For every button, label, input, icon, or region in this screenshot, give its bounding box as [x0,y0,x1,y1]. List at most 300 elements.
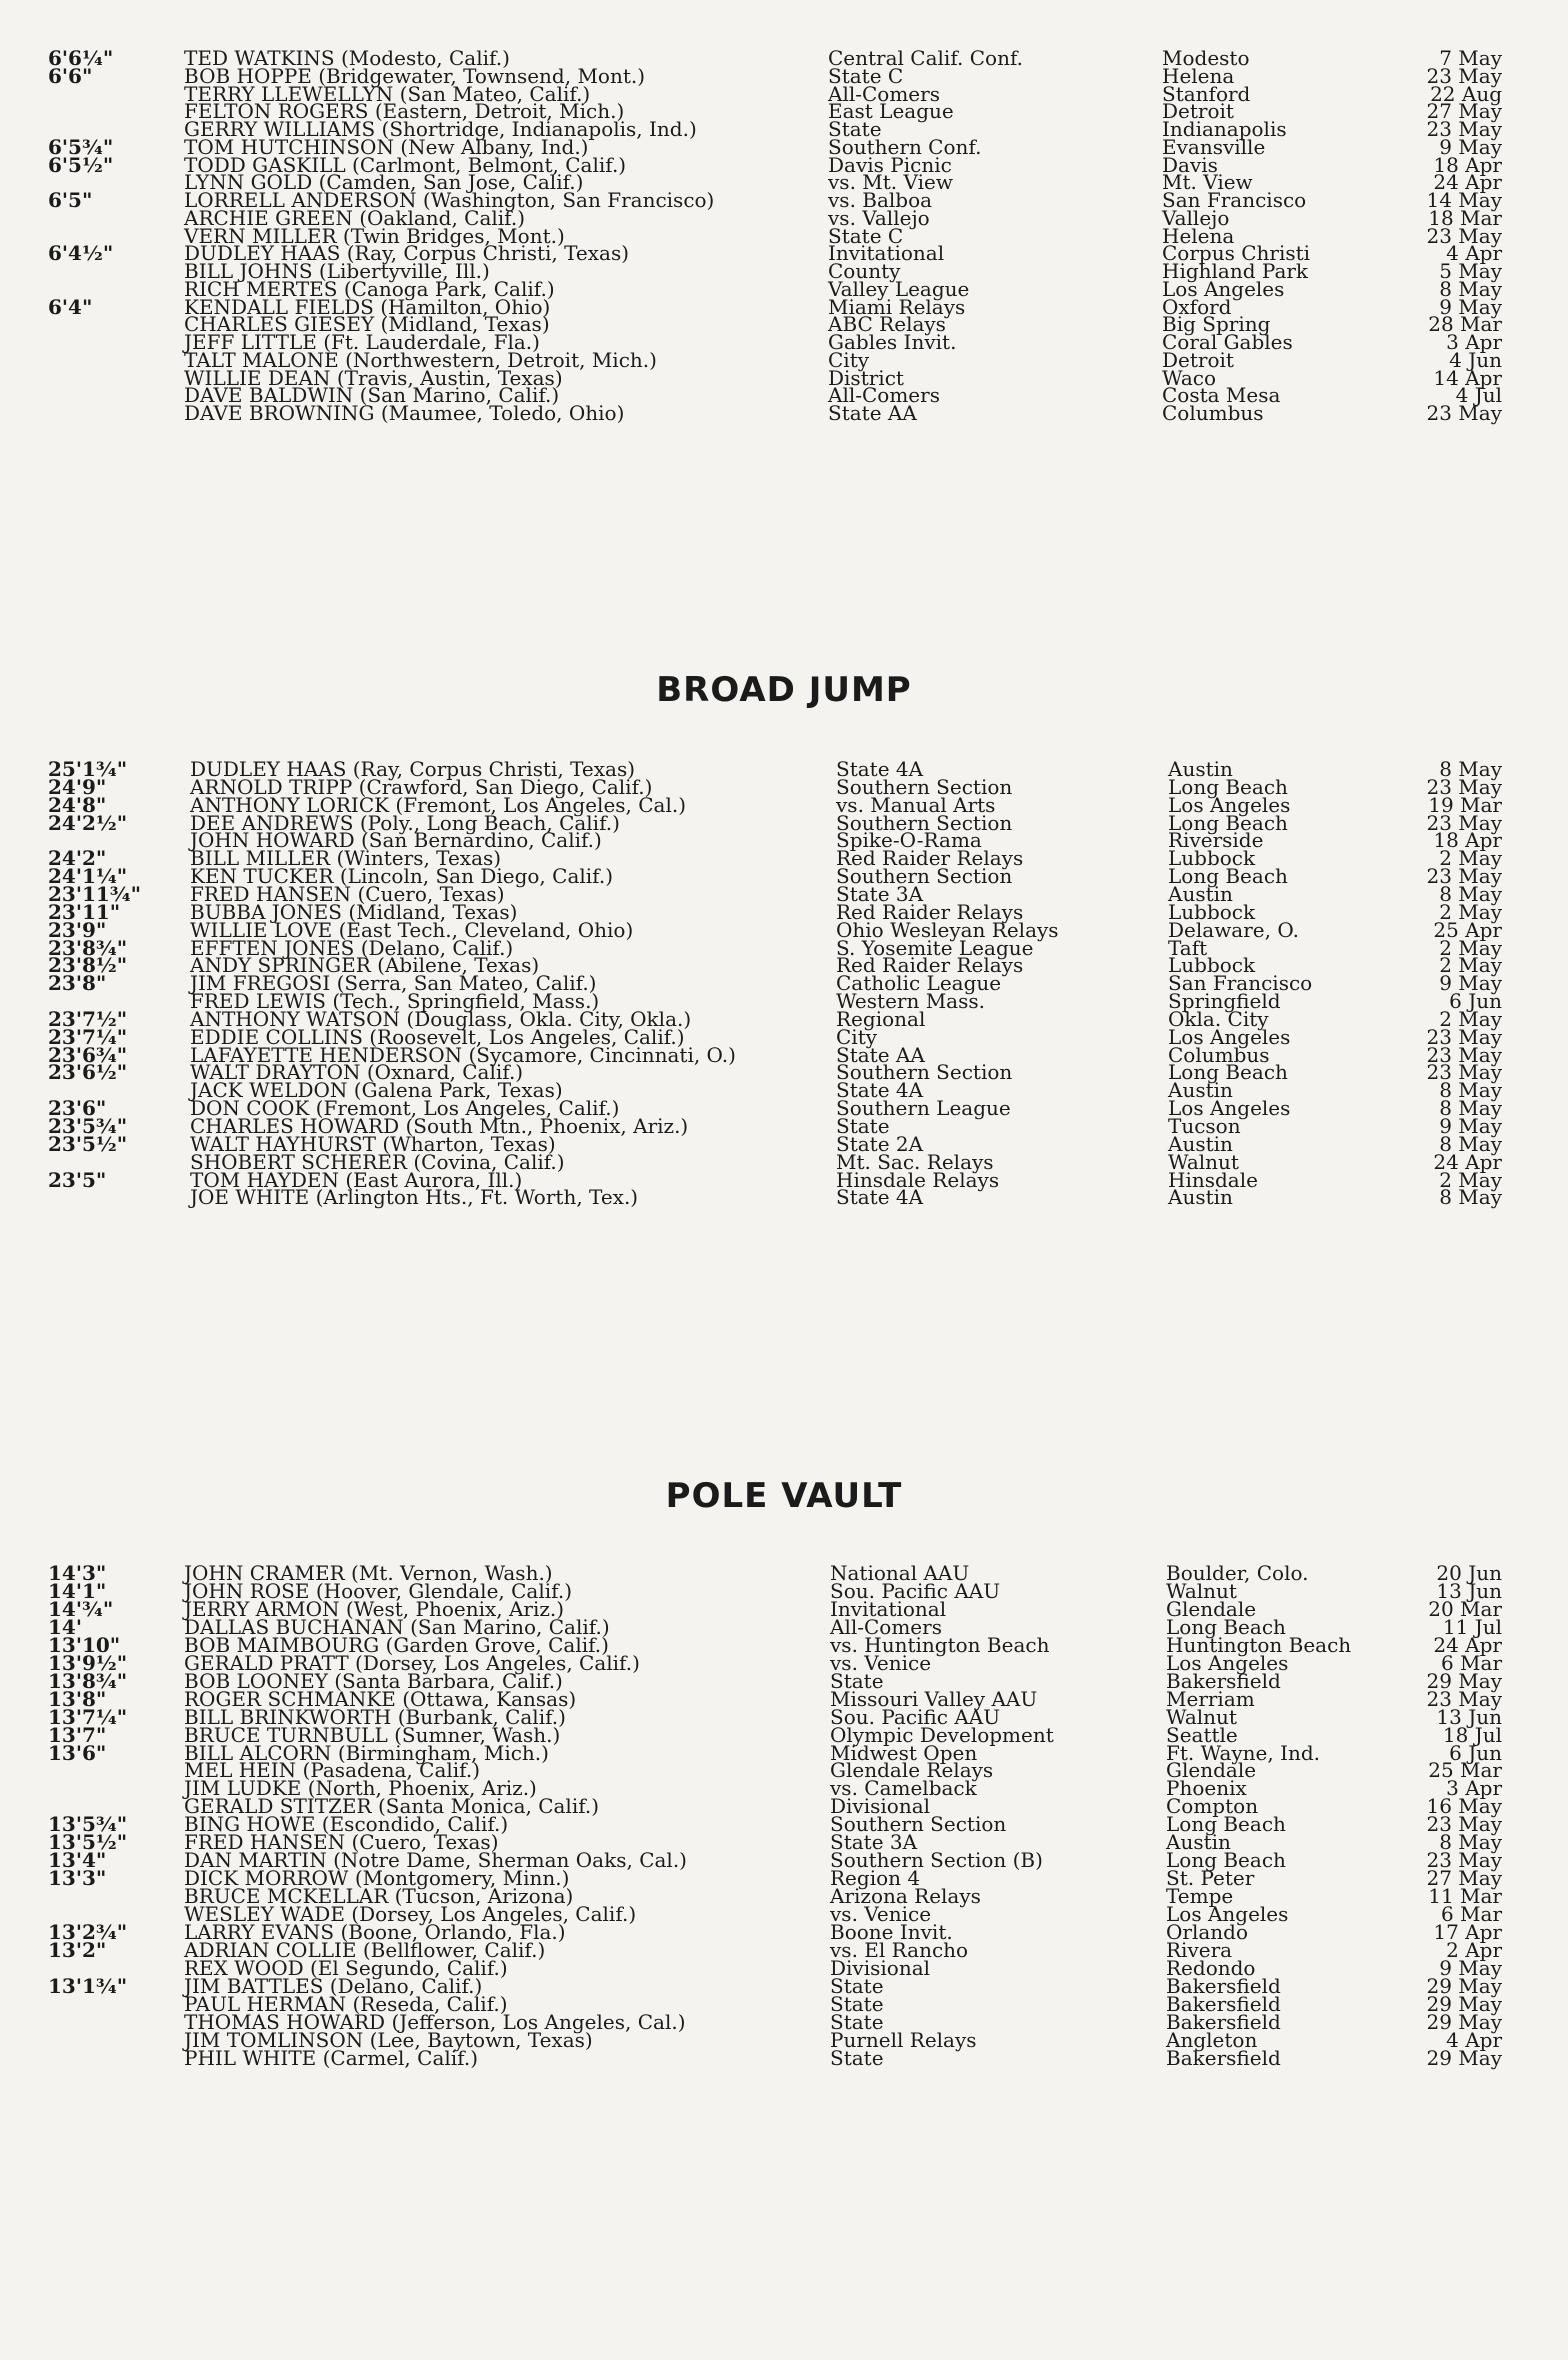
mark: 24'1¼" [48,864,128,889]
date: 18 Mar [1428,205,1502,230]
meet: vs. El Rancho [830,1937,969,1962]
athlete: TOM HUTCHINSON (New Albany, Ind.) [184,134,589,159]
meet: All-Comers [828,383,940,408]
mark: 23'11" [48,899,121,924]
date: 29 May [1426,1668,1502,1693]
date: 23 May [1426,864,1502,889]
date: 9 May [1439,1955,1502,1980]
athlete: DEE ANDREWS (Poly., Long Beach, Calif.) [190,810,620,835]
athlete: BOB HOPPE (Bridgewater, Townsend, Mont.) [184,63,646,88]
mark: 23'6½" [48,1060,128,1085]
place: Columbus [1162,401,1264,425]
athlete: DON COOK (Fremont, Los Angeles, Calif.) [190,1096,620,1121]
athlete: TERRY LLEWELLYN (San Mateo, Calif.) [184,81,591,106]
date: 18 Jul [1442,1722,1502,1747]
date: 27 May [1426,99,1502,124]
date: 5 May [1439,259,1502,283]
place: Springfield [1168,989,1281,1014]
date: 11 Mar [1428,1884,1502,1909]
meet: Southern Section [836,810,1013,835]
place: Rivera [1166,1937,1233,1962]
athlete: WALT DRAYTON (Oxnard, Calif.) [190,1060,524,1085]
meet: Gables Invit. [828,330,957,354]
place: Bakersfield [1166,1668,1281,1693]
mark: 23'8" [48,971,107,996]
mark: 23'7¼" [48,1024,128,1049]
athlete: JOHN CRAMER (Mt. Vernon, Wash.) [184,1561,553,1585]
place: Glendale [1166,1758,1257,1783]
meet: City [828,347,870,372]
mark: 6'6¼" [48,46,114,70]
meet: East League [828,99,954,124]
mark: 24'2" [48,846,107,871]
place: Highland Park [1162,259,1309,283]
place: Lubbock [1168,846,1256,871]
date: 4 Jul [1455,383,1502,408]
place: Bakersfield [1166,2009,1281,2034]
athlete: PHIL WHITE (Carmel, Calif.) [184,2045,479,2070]
place: Long Beach [1166,1812,1286,1837]
place: Huntington Beach [1166,1632,1352,1657]
place: Los Angeles [1168,792,1291,817]
meet: vs. Huntington Beach [830,1632,1050,1657]
athlete: DUDLEY HAAS (Ray, Corpus Christi, Texas) [184,241,630,266]
date: 4 Jun [1449,347,1502,372]
meet: State 4A [836,1185,924,1210]
place: Merriam [1166,1686,1255,1711]
meet: State [830,2009,884,2034]
athlete: ARCHIE GREEN (Oakland, Calif.) [184,205,526,230]
date: 23 May [1426,774,1502,799]
mark: 13'2¾" [48,1920,128,1944]
place: Austin [1168,1185,1233,1210]
date: 14 Apr [1433,365,1502,390]
athlete: PAUL HERMAN (Reseda, Calif.) [184,1991,508,2016]
date: 7 May [1439,46,1502,70]
mark: 13'7" [48,1722,107,1747]
date: 23 May [1426,117,1502,141]
athlete: BRUCE TURNBULL (Sumner, Wash.) [184,1722,561,1747]
athlete: THOMAS HOWARD (Jefferson, Los Angeles, Cal.) [184,2009,686,2034]
place: Columbus [1168,1042,1270,1067]
date: 25 Mar [1428,1758,1502,1783]
meet: Red Raider Relays [836,953,1024,978]
athlete: DAN MARTIN (Notre Dame, Sherman Oaks, Cal.) [184,1848,687,1873]
place: Stanford [1162,81,1251,106]
place: Long Beach [1168,1060,1288,1085]
mark: 23'6¾" [48,1042,128,1067]
athlete: BRUCE MCKELLAR (Tucson, Arizona) [184,1884,574,1909]
meet: Ohio Wesleyan Relays [836,917,1059,942]
meet: State [830,1991,884,2016]
meet: Southern Section (B) [830,1848,1043,1873]
athlete: KENDALL FIELDS (Hamilton, Ohio) [184,294,551,319]
date: 23 May [1426,1686,1502,1711]
place: Phoenix [1166,1776,1247,1801]
athlete: TED WATKINS (Modesto, Calif.) [184,46,510,70]
list-item [0,400,1568,427]
meet: State 4A [836,757,924,781]
date: 28 Mar [1428,312,1502,337]
date: 2 May [1439,899,1502,924]
place: Okla. City [1168,1006,1269,1031]
meet: Western Mass. [836,989,985,1014]
date: 23 May [1426,810,1502,835]
athlete: TOM HAYDEN (East Aurora, Ill.) [190,1167,523,1192]
athlete: JEFF LITTLE (Ft. Lauderdale, Fla.) [184,330,540,354]
meet: vs. Venice [830,1902,932,1927]
meet: State C [828,63,904,88]
meet: Region 4 [830,1866,921,1891]
meet: District [828,365,904,390]
broad-jump-heading: BROAD JUMP [656,670,912,710]
meet: ABC Relays [828,312,946,337]
mark: 6'4" [48,294,93,319]
date: 29 May [1426,1991,1502,2016]
meet: State [830,1668,884,1693]
meet: State 4A [836,1078,924,1103]
place: Compton [1166,1794,1259,1819]
meet: Glendale Relays [830,1758,994,1783]
athlete: BING HOWE (Escondido, Calif.) [184,1812,509,1837]
meet: State AA [836,1042,925,1067]
athlete: GERALD PRATT (Dorsey, Los Angeles, Calif.) [184,1650,640,1675]
date: 6 Mar [1440,1902,1502,1927]
place: Modesto [1162,46,1250,70]
athlete: JIM BATTLES (Delano, Calif.) [184,1973,483,1998]
place: Austin [1168,757,1233,781]
date: 19 Mar [1428,792,1502,817]
place: Long Beach [1168,810,1288,835]
date: 20 Jun [1436,1561,1502,1585]
list-item [0,2045,1568,2072]
date: 3 Apr [1446,1776,1502,1801]
athlete: TODD GASKILL (Carlmont, Belmont, Calif.) [184,152,627,177]
meet: Southern Section [830,1812,1007,1837]
meet: Divisional [830,1955,931,1980]
athlete: ANTHONY LORICK (Fremont, Los Angeles, Cal.) [190,792,687,817]
place: Los Angeles [1162,276,1285,301]
date: 8 May [1439,1185,1502,1210]
place: Detroit [1162,99,1234,124]
date: 16 May [1426,1794,1502,1819]
date: 9 May [1439,971,1502,996]
athlete: GERRY WILLIAMS (Shortridge, Indianapolis, Ind.) [184,117,697,141]
date: 8 May [1439,757,1502,781]
place: Detroit [1162,347,1234,372]
place: Vallejo [1162,205,1230,230]
mark: 13'6" [48,1740,107,1765]
athlete: CHARLES GIESEY (Midland, Texas) [184,312,550,337]
mark: 14'¾" [48,1596,114,1621]
place: Bakersfield [1166,1991,1281,2016]
date: 2 May [1439,846,1502,871]
meet: All-Comers [828,81,940,106]
mark: 25'1¾" [48,757,128,781]
place: Long Beach [1168,774,1288,799]
place: Taft [1168,935,1208,960]
athlete: MEL HEIN (Pasadena, Calif.) [184,1758,481,1783]
athlete: DAVE BROWNING (Maumee, Toledo, Ohio) [184,401,625,425]
athlete: FRED HANSEN (Cuero, Texas) [190,881,505,906]
athlete: JACK WELDON (Galena Park, Texas) [190,1078,563,1103]
meet: Olympic Development [830,1722,1054,1747]
meet: Missouri Valley AAU [830,1686,1038,1711]
date: 23 May [1426,223,1502,248]
date: 8 May [1439,1830,1502,1855]
place: Waco [1162,365,1216,390]
athlete: LYNN GOLD (Camden, San Jose, Calif.) [184,170,584,195]
mark: 23'7½" [48,1006,128,1031]
athlete: EDDIE COLLINS (Roosevelt, Los Angeles, Calif.) [190,1024,685,1049]
mark: 23'8½" [48,953,128,978]
meet: vs. Vallejo [828,205,930,230]
meet: Davis Picnic [828,152,952,177]
athlete: BILL BRINKWORTH (Burbank, Calif.) [184,1704,566,1729]
place: Helena [1162,63,1235,88]
date: 6 Mar [1440,1650,1502,1675]
athlete: DAVE BALDWIN (San Marino, Calif.) [184,383,560,408]
place: Austin [1168,881,1233,906]
meet: S. Yosemite League [836,935,1034,960]
date: 24 Apr [1433,1632,1502,1657]
athlete: BILL ALCORN (Birmingham, Mich.) [184,1740,549,1765]
meet: Invitational [830,1596,947,1621]
mark: 13'8" [48,1686,107,1711]
meet: Southern Section [836,1060,1013,1085]
meet: Arizona Relays [830,1884,981,1909]
list-item [0,1184,1568,1211]
athlete: WILLIE DEAN (Travis, Austin, Texas) [184,365,563,390]
mark: 6'5¾" [48,134,114,159]
place: Costa Mesa [1162,383,1281,408]
meet: State AA [828,401,917,425]
date: 9 May [1439,1114,1502,1138]
place: Los Angeles [1166,1902,1289,1927]
mark: 6'4½" [48,241,114,266]
mark: 13'10" [48,1632,121,1657]
date: 3 Apr [1446,330,1502,354]
date: 2 Apr [1446,1937,1502,1962]
mark: 24'8" [48,792,107,817]
mark: 24'2½" [48,810,128,835]
date: 6 Jun [1449,1740,1502,1765]
meet: County [828,259,901,283]
date: 13 Jun [1436,1704,1502,1729]
date: 6 Jun [1449,989,1502,1014]
athlete: JIM FREGOSI (Serra, San Mateo, Calif.) [190,971,597,996]
date: 24 Apr [1433,170,1502,195]
athlete: BILL JOHNS (Libertyville, Ill.) [184,259,490,283]
meet: vs. Balboa [828,188,933,212]
meet: vs. Mt. View [828,170,953,195]
place: Glendale [1166,1596,1257,1621]
mark: 23'9" [48,917,107,942]
place: Big Spring [1162,312,1271,337]
date: 2 May [1439,935,1502,960]
mark: 13'7¼" [48,1704,128,1729]
place: Long Beach [1166,1848,1286,1873]
date: 4 Apr [1446,241,1502,266]
meet: vs. Camelback [830,1776,977,1801]
mark: 13'4" [48,1848,107,1873]
meet: Sou. Pacific AAU [830,1578,1001,1603]
meet: Midwest Open [830,1740,978,1765]
date: 23 May [1426,1848,1502,1873]
date: 24 Apr [1433,1149,1502,1174]
mark: 23'5½" [48,1131,128,1156]
athlete: BOB LOONEY (Santa Barbara, Calif.) [184,1668,563,1693]
meet: Regional [836,1006,926,1031]
mark: 23'5¾" [48,1114,128,1138]
date: 27 May [1426,1866,1502,1891]
mark: 13'8¾" [48,1668,128,1693]
athlete: JOHN ROSE (Hoover, Glendale, Calif.) [184,1578,572,1603]
meet: Hinsdale Relays [836,1167,1000,1192]
place: Austin [1168,1131,1233,1156]
meet: Valley League [828,276,970,301]
place: Bakersfield [1166,1973,1281,1998]
mark: 13'9½" [48,1650,128,1675]
date: 23 May [1426,401,1502,425]
mark: 13'5½" [48,1830,128,1855]
date: 20 Mar [1428,1596,1502,1621]
athlete: CHARLES HOWARD (South Mtn., Phoenix, Ariz.) [190,1114,689,1138]
place: Riverside [1168,828,1264,853]
meet: Red Raider Relays [836,846,1024,871]
date: 2 May [1439,1006,1502,1031]
mark: 24'9" [48,774,107,799]
place: Walnut [1166,1578,1237,1603]
date: 23 May [1426,63,1502,88]
place: Los Angeles [1166,1650,1289,1675]
athlete: WALT HAYHURST (Wharton, Texas) [190,1131,556,1156]
place: Delaware, O. [1168,917,1299,942]
athlete: WILLIE LOVE (East Tech., Cleveland, Ohio) [190,917,634,942]
meet: State [830,1973,884,1998]
meet: Southern League [836,1096,1011,1121]
place: Orlando [1166,1920,1249,1944]
date: 8 May [1439,276,1502,301]
athlete: BUBBA JONES (Midland, Texas) [190,899,518,924]
athlete: LORRELL ANDERSON (Washington, San Francisco) [184,188,715,212]
place: Boulder, Colo. [1166,1561,1309,1585]
athlete: TALT MALONE (Northwestern, Detroit, Mich.) [184,347,657,372]
athlete: WESLEY WADE (Dorsey, Los Angeles, Calif.) [184,1902,637,1927]
place: Redondo [1166,1955,1256,1980]
athlete: LAFAYETTE HENDERSON (Sycamore, Cincinnati, O.) [190,1042,736,1067]
place: San Francisco [1168,971,1313,996]
athlete: DUDLEY HAAS (Ray, Corpus Christi, Texas) [190,757,636,781]
place: Seattle [1166,1722,1238,1747]
place: Hinsdale [1168,1167,1258,1192]
meet: Red Raider Relays [836,899,1024,924]
athlete: RICH MERTES (Canoga Park, Calif.) [184,276,555,301]
date: 23 May [1426,1024,1502,1049]
meet: Invitational [828,241,945,266]
meet: Boone Invit. [830,1920,953,1944]
date: 9 May [1439,134,1502,159]
place: Walnut [1168,1149,1239,1174]
date: 18 Apr [1433,828,1502,853]
date: 23 May [1426,1060,1502,1085]
place: Davis [1162,152,1218,177]
mark: 13'2" [48,1937,107,1962]
date: 8 May [1439,1096,1502,1121]
place: Tempe [1166,1884,1234,1909]
meet: Catholic League [836,971,1002,996]
athlete: JIM TOMLINSON (Lee, Baytown, Texas) [184,2027,593,2052]
place: Austin [1168,1078,1233,1103]
athlete: KEN TUCKER (Lincoln, San Diego, Calif.) [190,864,614,889]
date: 14 May [1426,188,1502,212]
mark: 14'3" [48,1561,107,1585]
athlete: JIM LUDKE (North, Phoenix, Ariz.) [184,1776,537,1801]
place: Ft. Wayne, Ind. [1166,1740,1321,1765]
meet: State 3A [836,881,924,906]
athlete: ANTHONY WATSON (Douglass, Okla. City, Okla.) [190,1006,692,1031]
place: Austin [1166,1830,1231,1855]
athlete: DICK MORROW (Montgomery, Minn.) [184,1866,570,1891]
athlete: FRED HANSEN (Cuero, Texas) [184,1830,499,1855]
mark: 13'3" [48,1866,107,1891]
athlete: DALLAS BUCHANAN (San Marino, Calif.) [184,1614,610,1639]
meet: State 2A [836,1131,924,1156]
mark: 13'1¾" [48,1973,128,1998]
place: San Francisco [1162,188,1307,212]
meet: National AAU [830,1561,970,1585]
mark: 23'8¾" [48,935,128,960]
athlete: ADRIAN COLLIE (Bellflower, Calif.) [184,1937,546,1962]
place: Los Angeles [1168,1096,1291,1121]
date: 29 May [1426,1973,1502,1998]
date: 18 Apr [1433,152,1502,177]
mark: 6'6" [48,63,93,88]
meet: State [828,117,882,141]
mark: 23'11¾" [48,881,142,906]
athlete: VERN MILLER (Twin Bridges, Mont.) [184,223,565,248]
place: Oxford [1162,294,1232,319]
date: 29 May [1426,2009,1502,2034]
place: Mt. View [1162,170,1253,195]
meet: Mt. Sac. Relays [836,1149,994,1174]
athlete: JOHN HOWARD (San Bernardino, Calif.) [190,828,602,853]
athlete: ANDY SPRINGER (Abilene, Texas) [190,953,540,978]
meet: Miami Relays [828,294,966,319]
date: 22 Aug [1430,81,1502,106]
athlete: GERALD STITZER (Santa Monica, Calif.) [184,1794,600,1819]
meet: State [836,1114,890,1138]
meet: Central Calif. Conf. [828,46,1023,70]
meet: State C [828,223,904,248]
date: 2 May [1439,1167,1502,1192]
athlete: FELTON ROGERS (Eastern, Detroit, Mich.) [184,99,625,124]
mark: 13'5¾" [48,1812,128,1837]
meet: All-Comers [830,1614,942,1639]
place: Lubbock [1168,953,1256,978]
place: Evansville [1162,134,1266,159]
place: St. Peter [1166,1866,1255,1891]
athlete: SHOBERT SCHERER (Covina, Calif.) [190,1149,565,1174]
meet: Spike-O-Rama [836,828,982,853]
mark: 6'5½" [48,152,114,177]
mark: 23'5" [48,1167,107,1192]
meet: State [830,2045,884,2070]
athlete: BOB MAIMBOURG (Garden Grove, Calif.) [184,1632,609,1657]
date: 13 Jun [1436,1578,1502,1603]
mark: 14' [48,1614,82,1639]
mark: 6'5" [48,188,93,212]
